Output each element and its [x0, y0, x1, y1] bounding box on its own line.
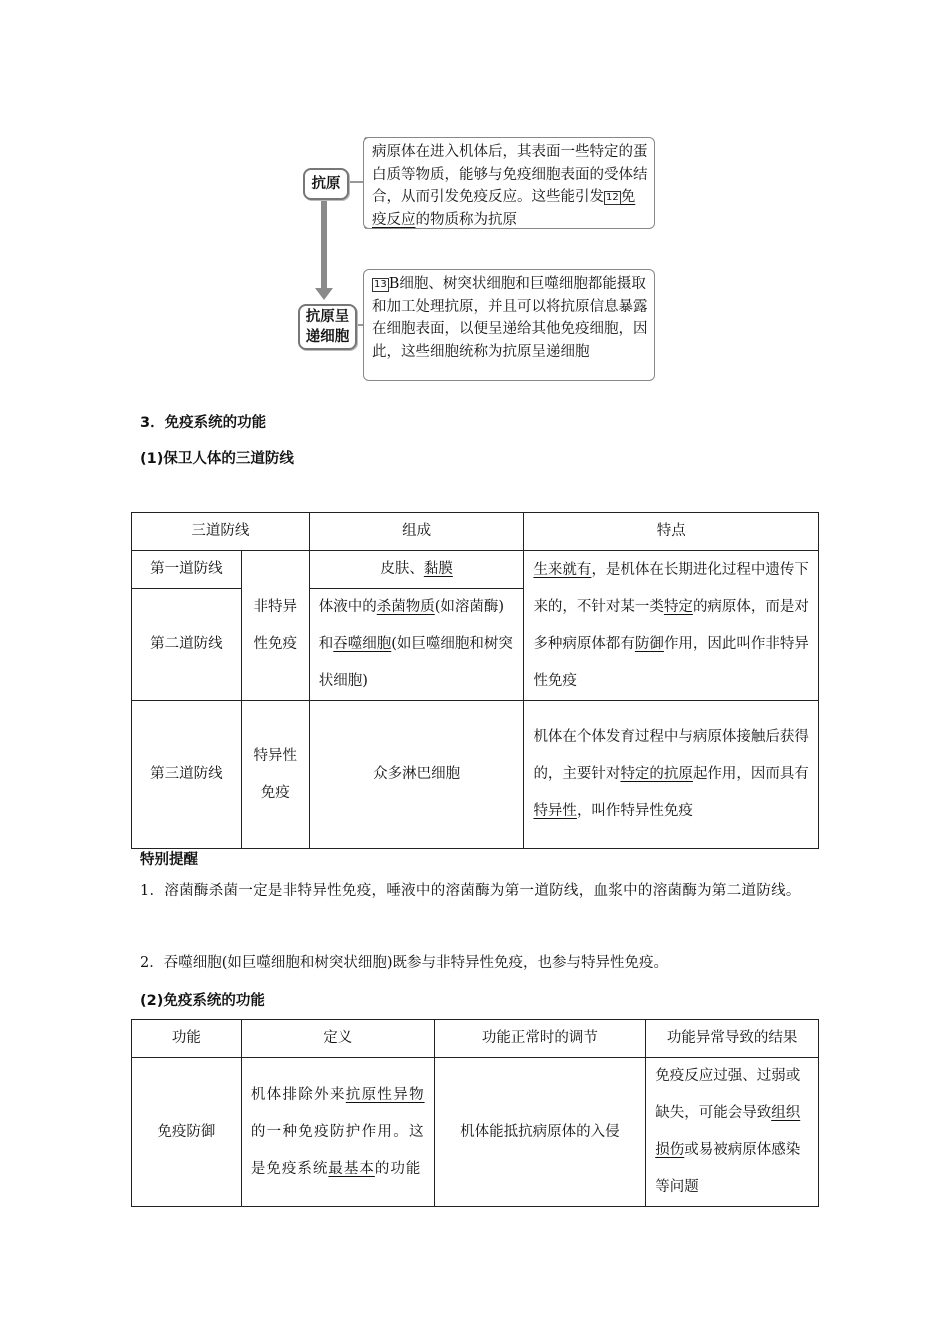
section-title: 3．免疫系统的功能 [140, 415, 267, 431]
third-line-cell: 第三道防线 [132, 701, 242, 849]
subsection-title-1: (1)保卫人体的三道防线 [140, 451, 294, 467]
immune-functions-table [131, 1019, 819, 1207]
reminder-item-2: 2．吞噬细胞(如巨噬细胞和树突状细胞)既参与非特异性免疫，也参与特异性免疫。 [140, 955, 669, 971]
down-arrow-shaft [321, 200, 327, 290]
table-row [132, 701, 819, 849]
header-definition: 定义 [241, 1020, 434, 1058]
reminder-item-1: 1．溶菌酶杀菌一定是非特异性免疫，唾液中的溶菌酶为第一道防线，血浆中的溶菌酶为第二道防线。 [140, 883, 801, 899]
reminder-title: 特别提醒 [140, 852, 198, 868]
nonspecific-cell: 非特异性免疫 [241, 551, 309, 701]
antigen-label: 抗原 [303, 168, 349, 200]
header-features: 特点 [524, 513, 819, 551]
table-row [132, 1058, 819, 1207]
definition-cell: 机体排除外来抗原性异物的一种免疫防护作用。这是免疫系统最基本的功能 [241, 1058, 434, 1207]
abnormal-result-cell: 免疫反应过强、过弱或缺失，可能会导致组织损伤或易被病原体感染等问题 [646, 1058, 819, 1207]
down-arrow-head [315, 288, 333, 300]
header-abnormal-result: 功能异常导致的结果 [646, 1020, 819, 1058]
apc-description: 13 B细胞、树突状细胞和巨噬细胞都能摄取和加工处理抗原，并且可以将抗原信息暴露在细胞表面，以便呈递给其他免疫细胞，因此，这些细胞统称为抗原呈递细胞 [363, 269, 655, 381]
specific-features: 机体在个体发育过程中与病原体接触后获得的，主要针对特定的抗原起作用，因而具有特异性，叫作特异性免疫 [524, 701, 819, 849]
first-line-cell: 第一道防线 [132, 551, 242, 589]
second-line-cell: 第二道防线 [132, 589, 242, 701]
third-line-composition: 众多淋巴细胞 [309, 701, 524, 849]
nonspecific-features: 生来就有，是机体在长期进化过程中遗传下来的，不针对某一类特定的病原体，而是对多种病原体都有防御作用，因此叫作非特异性免疫 [524, 551, 819, 701]
first-line-composition: 皮肤、黏膜 [309, 551, 524, 589]
table-header-row [132, 1020, 819, 1058]
header-function: 功能 [132, 1020, 242, 1058]
header-normal-regulation: 功能正常时的调节 [434, 1020, 646, 1058]
subsection-title-2: (2)免疫系统的功能 [140, 993, 265, 1009]
table-header-row [132, 513, 819, 551]
normal-regulation-cell: 机体能抵抗病原体的入侵 [434, 1058, 646, 1207]
blank-number-12: 12 [606, 192, 619, 203]
second-line-composition: 体液中的杀菌物质(如溶菌酶)和吞噬细胞(如巨噬细胞和树突状细胞) [309, 589, 524, 701]
specific-cell: 特异性免疫 [241, 701, 309, 849]
function-name-cell: 免疫防御 [132, 1058, 242, 1207]
blank-number-13: 13 [374, 279, 387, 290]
table-row [132, 551, 819, 589]
defense-lines-table [131, 512, 819, 849]
apc-label: 抗原呈 递细胞 [298, 304, 357, 350]
header-composition: 组成 [309, 513, 524, 551]
antigen-description: 病原体在进入机体后，其表面一些特定的蛋白质等物质，能够与免疫细胞表面的受体结合，从而引发免疫反应。这些能引发 12 免疫反应的物质称为抗原 [363, 137, 655, 229]
header-lines: 三道防线 [132, 513, 310, 551]
